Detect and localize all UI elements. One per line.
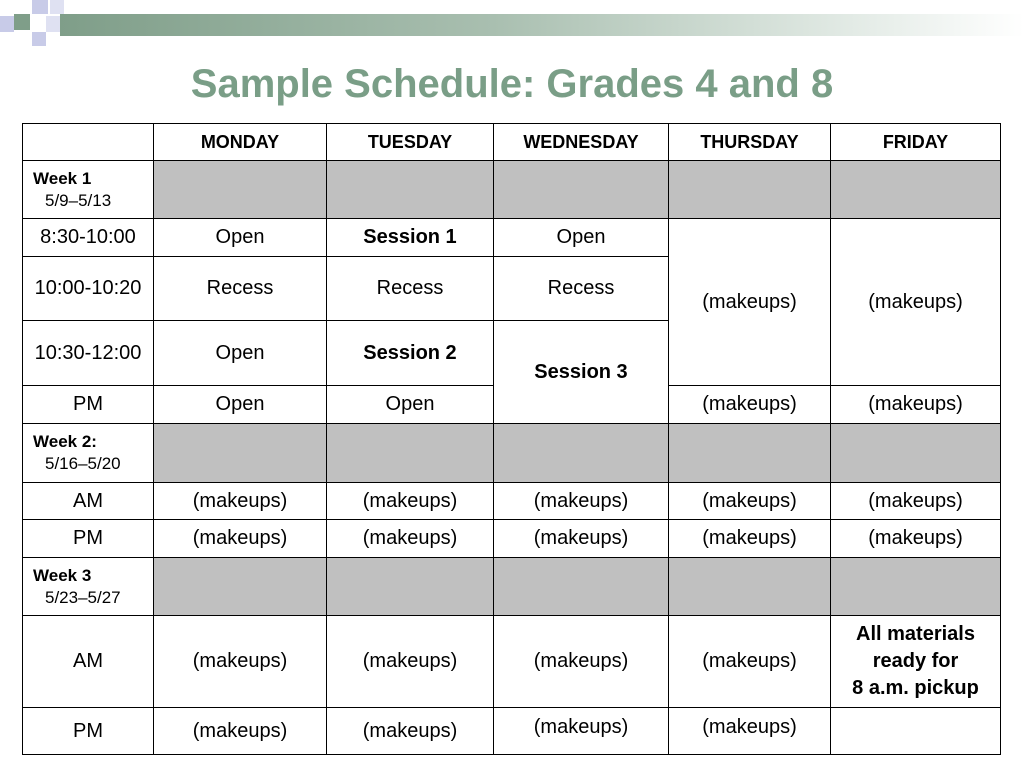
shaded-cell xyxy=(831,558,1001,616)
schedule-cell: Recess xyxy=(154,257,327,321)
schedule-cell: (makeups) xyxy=(831,386,1001,424)
week-dates: 5/9–5/13 xyxy=(45,190,112,210)
shaded-cell xyxy=(494,161,669,219)
time-cell: PM xyxy=(23,708,154,755)
time-cell: 10:00-10:20 xyxy=(23,257,154,321)
table-row xyxy=(23,616,1001,708)
schedule-table xyxy=(22,123,1001,755)
schedule-cell: Open xyxy=(494,219,669,257)
decorative-square xyxy=(32,0,48,14)
time-cell: PM xyxy=(23,386,154,424)
week-title: Week 1 xyxy=(33,168,92,188)
schedule-cell: Open xyxy=(154,386,327,424)
shaded-cell xyxy=(154,424,327,483)
header-row xyxy=(23,124,1001,161)
schedule-cell: (makeups) xyxy=(494,708,669,755)
schedule-cell: (makeups) xyxy=(154,483,327,520)
schedule-cell: (makeups) xyxy=(669,708,831,755)
table-row xyxy=(23,520,1001,558)
week-title: Week 3 xyxy=(33,565,92,585)
schedule-cell: Open xyxy=(154,219,327,257)
week-label-cell xyxy=(23,161,154,219)
shaded-cell xyxy=(494,424,669,483)
week-dates: 5/16–5/20 xyxy=(45,454,121,473)
schedule-cell: (makeups) xyxy=(154,616,327,708)
pickup-note-line: ready for xyxy=(872,650,959,672)
decorative-square xyxy=(14,14,30,30)
time-cell: 8:30-10:00 xyxy=(23,219,154,257)
schedule-cell: (makeups) xyxy=(154,520,327,558)
header-band xyxy=(60,14,1024,36)
schedule-cell xyxy=(831,708,1001,755)
week-label-cell xyxy=(23,558,154,616)
week-header-row xyxy=(23,558,1001,616)
day-header-wednesday: WEDNESDAY xyxy=(494,124,669,161)
schedule-cell: (makeups) xyxy=(494,520,669,558)
week-header-row xyxy=(23,161,1001,219)
time-cell: 10:30-12:00 xyxy=(23,321,154,386)
shaded-cell xyxy=(327,424,494,483)
shaded-cell xyxy=(669,424,831,483)
decorative-square xyxy=(46,16,60,32)
day-header-friday: FRIDAY xyxy=(831,124,1001,161)
schedule-cell: Recess xyxy=(494,257,669,321)
schedule-cell: (makeups) xyxy=(831,520,1001,558)
schedule-cell: (makeups) xyxy=(494,616,669,708)
schedule-cell: Session 3 xyxy=(494,321,669,424)
day-header-thursday: THURSDAY xyxy=(669,124,831,161)
shaded-cell xyxy=(669,558,831,616)
pickup-note-line: 8 a.m. pickup xyxy=(852,677,979,699)
shaded-cell xyxy=(154,161,327,219)
schedule-cell: Session 2 xyxy=(327,321,494,386)
time-cell: PM xyxy=(23,520,154,558)
shaded-cell xyxy=(327,161,494,219)
schedule-cell: (makeups) xyxy=(831,219,1001,386)
table-row xyxy=(23,219,1001,257)
shaded-cell xyxy=(154,558,327,616)
table-row xyxy=(23,708,1001,755)
shaded-cell xyxy=(831,161,1001,219)
schedule-cell: (makeups) xyxy=(494,483,669,520)
schedule-cell: (makeups) xyxy=(327,520,494,558)
week-title: Week 2: xyxy=(33,432,97,451)
schedule-cell: (makeups) xyxy=(669,616,831,708)
table-row xyxy=(23,483,1001,520)
week-header-row xyxy=(23,424,1001,483)
day-header-tuesday: TUESDAY xyxy=(327,124,494,161)
schedule-cell: (makeups) xyxy=(669,386,831,424)
decorative-square xyxy=(32,32,46,46)
decorative-square xyxy=(0,16,14,32)
schedule-cell: (makeups) xyxy=(327,483,494,520)
schedule-cell: Recess xyxy=(327,257,494,321)
schedule-cell: Open xyxy=(327,386,494,424)
schedule-cell: (makeups) xyxy=(669,219,831,386)
week-dates: 5/23–5/27 xyxy=(45,587,121,607)
decorative-square xyxy=(50,0,64,14)
shaded-cell xyxy=(327,558,494,616)
schedule-cell: (makeups) xyxy=(669,520,831,558)
shaded-cell xyxy=(669,161,831,219)
schedule-cell: (makeups) xyxy=(831,483,1001,520)
time-cell: AM xyxy=(23,483,154,520)
schedule-cell: (makeups) xyxy=(327,616,494,708)
week-label-cell xyxy=(23,424,154,483)
pickup-note-line: All materials xyxy=(856,623,975,645)
shaded-cell xyxy=(494,558,669,616)
slide-title: Sample Schedule: Grades 4 and 8 xyxy=(190,62,834,106)
schedule-cell: (makeups) xyxy=(327,708,494,755)
schedule-cell: Open xyxy=(154,321,327,386)
shaded-cell xyxy=(831,424,1001,483)
corner-cell xyxy=(23,124,154,161)
pickup-note-cell xyxy=(831,616,1001,708)
schedule-cell: Session 1 xyxy=(327,219,494,257)
time-cell: AM xyxy=(23,616,154,708)
schedule-cell: (makeups) xyxy=(154,708,327,755)
day-header-monday: MONDAY xyxy=(154,124,327,161)
schedule-cell: (makeups) xyxy=(669,483,831,520)
